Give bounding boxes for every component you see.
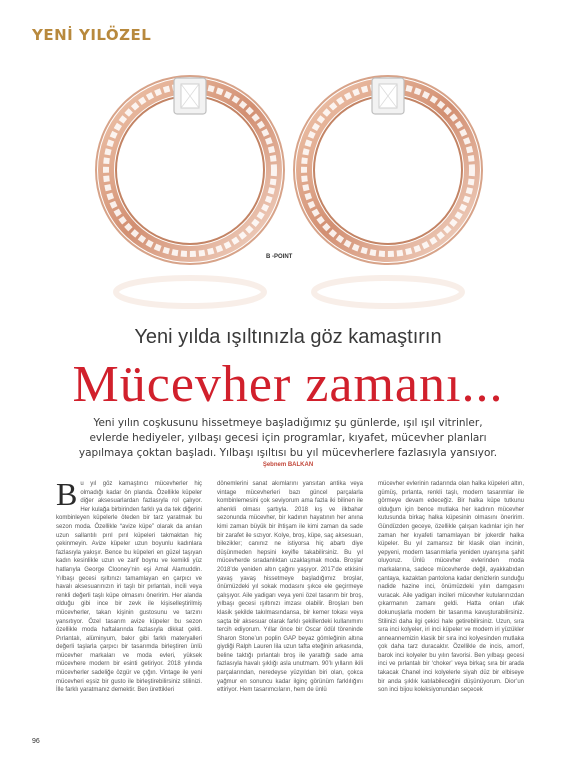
article-kicker: Yeni yılda ışıltınızla göz kamaştırın [134, 326, 442, 348]
article-author: Şebnem BALKAN [262, 462, 314, 468]
right-earring [294, 76, 482, 264]
body-column-2: dönemlerini sanat akımlarını yansıtan antika veya vintage mücevherleri bazı güncel parçalarla kombinlemesini çok seviyorum ama fazla iki bilinen ile ahenkli olması şartıyla. 2018 kış ve ilkbahar sezonunda mücevher, bir kadının hayatının her anına kimi zaman büyük bir ihtişam ile kimi zaman da sade bir zarafet ile sızıyor. Kolye, broş, küpe, saç aksesuarı, bilezikler; canınız ne istiyorsa hiç abartı diye düşünmeden hepsini keyifle takabilirsiniz. Bu yıl mücevherde sıradanlıktan uzaklaşmak moda. Broşlar 2018’de yeniden altın çağını yaşıyor. 2017’de etkisini yavaş yavaş hissetmeye başladığımız broşlar, önümüzdeki yıl sokak modasını şıkce ele geçirmeye çalışıyor. Aile yadigarı veya yeni özel tasarım bir broş, yılbaşı gecesi ışıltınızı imzası olabilir. Broşları ben klasik şekilde takılmasındansa, bir kemer tokası veya saçta bir aksesuar olarak farklı şekillerdeki kullanımını tercih ediyorum. Yıllar önce bir Oscar ödül töreninde Sharon Stone’un poplin GAP beyaz gömleğinin altına giydiği Ralph Lauren lila uzun tafta eteğinin arkasında, beline taktığı pırlantalı broş ile yarattığı sade ama fazlasıyla havalı şıklığı asla unutmam. 90’lı yılların ikili parçalarından, neredeyse yüzyıldan biri olan, çokca yağmur en sonuncu kadar ilginç görünüm farklılığını ettiriyor. Hem tasarımcıların, hem de ünlü [217, 481, 363, 694]
drop-cap: B [56, 480, 78, 512]
body-column-1-text: u yıl göz kamaştırıcı mücevherler hiç olmadığı kadar ön planda. Özellikle küpeler diğer aksesuarlardan fazlasıyla rol çalıyor. Her kulağa birbirinden farklı ya da tek diğerini kombinleyen küpelerle öteden bir tarz yaratmak bu sezon moda. Özellikle “avize küpe” olarak da anılan uzun sallantılı pırıl pırıl küpeleri takmaktan hiç çekinmeyin. Avize küpeler uzun boyunlu kadınlara fazlasıyla yakışır. Bence bu küpeleri en güzel taşıyan kadın kesinlikle uzun ve zarif boynu ve kemikli yüz hatlarıyla George Clooney’nin eşi Amal Alamuddin. Yılbaşı gecesi ışıltınızı tamamlayan en çarpıcı ve havalı aksesuarınızın iri taşlı bir pırlantalı, incili veya renkli değerli taşlı küpe olmasını öneririm. Her alanda olduğu gibi ince bir zevk ile kişiselleştirilmiş mücevherler, takan kişinin gustosunu ve tarzını yansıtıyor. Özel tasarım avize küpeler bu sezon özellikle moda haftalarında fazlasıyla dikkat çekti. Pırlantalı, alüminyum, bakır gibi farklı materyalleri değerli taşlarla çarpıcı bir tasarımda birleştiren ünlü mücevher markaları ve moda evleri, yüksek mücevhere modern bir esinti getiriyor. 2018 yılında mücevherler sadeliğe özgür ve çığın. Vintage ile yeni mücevheri eşsiz bir gusto ile birleştirebilirsiniz stilinizi. İlle farklı yaratmanız demektir. Ben ürettikleri [56, 481, 202, 694]
page-number: 96 [32, 738, 40, 745]
section-tag: YENİ YILÖZEL [32, 26, 152, 44]
article-title: Mücevher zamanı... [72, 356, 504, 413]
body-column-3: mücevher evlerinin radarında olan halka küpeleri altın, gümüş, pırlanta, renkli taşlı, modern tasarımlar ile görmeye devam edeceğiz. Bir halka küpe tutkunu olduğum için bence mutlaka her kadının mücevher kutusunda birkaç halka küpesinin olmasını öneririm. Gündüzden geceye, özellikle çalışan kadınlar için her zaman her kıyafeti tamamlayan bir jokerdir halka küpeler. Bu yıl zamansız bir klasik olan incinin, yepyeni, modern tasarımlarla yeniden uyanışına şahit oluyoruz. Ünlü mücevher evlerinden moda markalarına, sadece mücevherde değil, ayakkabıdan çantaya, kazaktan pantolona kadar denizlerin sunduğu nadide hazine inci, önümüzdeki yılın damgasını vuracak. Aile yadigarı incileri mücevher kutularınızdan çıkarmanın zamanı geldi. Hatta onları ufak dokunuşlarla modern bir tasarıma kavuşturabilirsiniz. Stilinizi daha ilgi çekici hale getirebilirsiniz. Uzun, sıra sıra inci kolyeler, iri inci küpeler ve modern iri yüzükler anneannemizin klasik bir sıra inci kolyesinden mutlaka çok daha tarz duracaktır. Özellikle de incis, amorf, barok inci kolyeler bu yılın favorisi. Ben yılbaşı gecesi inci ve pırlantalı bir ‘choker’ veya birkaç sıra bir arada takacak Chanel inci kolyelerle siyah düz bir elbiseye bir anda şıklık katılabileceğini düşünüyorum. Dior’un son inci bijou koleksiyonundan seçecek [378, 481, 524, 694]
body-column-1 [56, 480, 202, 738]
article-intro: Yeni yılın coşkusunu hissetmeye başladığımız şu günlerde, ışıl ışıl vitrinler, evlerde hediyeler, yılbaşı gecesi için programlar, kıyafet, mücevher planları yapılmaya çoktan başladı. Yılbaşı ışıltısı bu yıl mücevherlere fazlasıyla yansıyor. [78, 417, 498, 459]
left-earring [96, 76, 284, 264]
photo-credit: B -POINT [266, 254, 293, 260]
earrings-photo [0, 60, 576, 330]
article-body [56, 480, 524, 738]
